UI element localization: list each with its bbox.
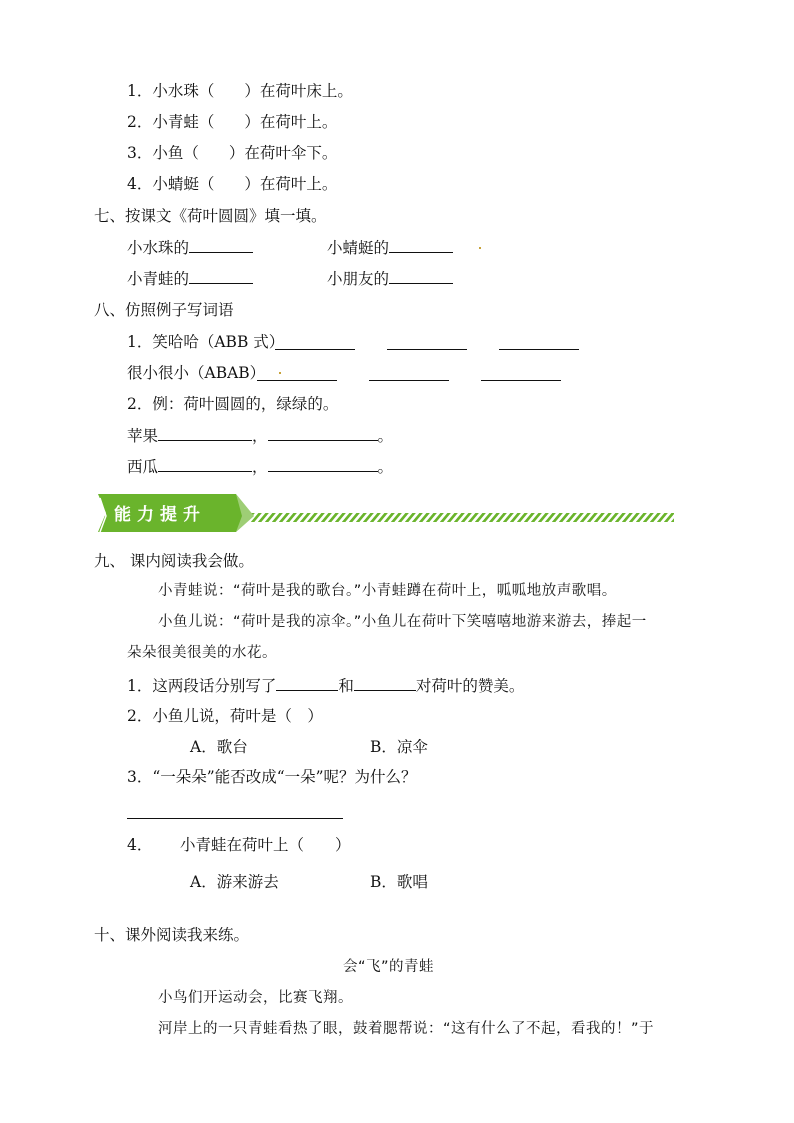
comma: ， xyxy=(252,458,268,476)
story-title: 会“飞”的青蛙 xyxy=(343,959,435,975)
item-number: 4． xyxy=(127,175,153,193)
answer-line[interactable] xyxy=(369,380,449,381)
q6-item-2 xyxy=(127,112,337,132)
answer-blank[interactable] xyxy=(354,676,416,691)
q8-title: 八、仿照例子写词语 xyxy=(94,301,234,319)
answer-line[interactable] xyxy=(499,349,579,350)
q8-line-3: 2．例：荷叶圆圆的，绿绿的。 xyxy=(127,395,339,413)
stray-mark xyxy=(279,372,281,374)
q9-sub-2-option-a[interactable]: A．歌台 xyxy=(190,738,248,756)
q6-item-3 xyxy=(127,143,337,163)
q8-line-1: 1．笑哈哈（ABB 式） xyxy=(127,333,285,351)
answer-line[interactable] xyxy=(481,380,561,381)
q9-passage-1: 小青蛙说：“荷叶是我的歌台。”小青蛙蹲在荷叶上，呱呱地放声歌唱。 xyxy=(158,583,617,599)
q7-cell-2 xyxy=(327,238,453,258)
period: 。 xyxy=(377,427,394,445)
q9-sub-1 xyxy=(127,676,524,696)
q9-sub-4: 小青蛙在荷叶上（ ） xyxy=(180,836,351,854)
q9-passage-2a: 小鱼儿说：“荷叶是我的凉伞。”小鱼儿在荷叶下笑嘻嘻地游来游去，捧起一 xyxy=(158,614,647,630)
cell-label: 小蜻蜓的 xyxy=(327,239,390,257)
striped-rule xyxy=(249,513,674,522)
answer-blank[interactable] xyxy=(276,676,338,691)
sub-text: 对荷叶的赞美。 xyxy=(415,677,525,695)
q7-cell-3 xyxy=(127,269,253,289)
row-label: 西瓜 xyxy=(127,458,159,476)
answer-blank[interactable] xyxy=(268,426,378,441)
q9-sub-2-option-b[interactable]: B．凉伞 xyxy=(370,738,428,756)
cell-label: 小朋友的 xyxy=(327,270,390,288)
q8-row-melon xyxy=(127,457,393,477)
q7-cell-4 xyxy=(327,269,453,289)
q9-sub-4-option-a[interactable]: A．游来游去 xyxy=(190,873,279,891)
q8-row-apple xyxy=(127,426,393,446)
period: 。 xyxy=(377,458,394,476)
q6-item-1 xyxy=(127,81,353,101)
q7-cell-1 xyxy=(127,238,253,258)
q10-title: 十、课外阅读我来练。 xyxy=(94,926,250,944)
answer-blank[interactable] xyxy=(268,457,378,472)
cell-label: 小水珠的 xyxy=(127,239,190,257)
q6-item-4 xyxy=(127,174,337,194)
answer-blank[interactable] xyxy=(158,426,252,441)
answer-blank[interactable] xyxy=(389,269,453,284)
q9-passage-2b: 朵朵很美很美的水花。 xyxy=(127,645,277,661)
q8-line-2: 很小很小（ABAB） xyxy=(127,364,266,382)
answer-line[interactable] xyxy=(275,349,355,350)
story-paragraph-1: 小鸟们开运动会，比赛飞翔。 xyxy=(158,990,353,1006)
cell-label: 小青蛙的 xyxy=(127,270,190,288)
q9-sub-4-number: 4． xyxy=(127,836,153,854)
q7-title: 七、按课文《荷叶圆圆》填一填。 xyxy=(94,207,327,225)
item-text-before: 小青蛙（ xyxy=(152,113,215,131)
q9-sub-2: 2．小鱼儿说，荷叶是（ ） xyxy=(127,707,323,725)
item-number: 2． xyxy=(127,113,153,131)
item-text-before: 小鱼（ xyxy=(152,144,199,162)
answer-blank[interactable] xyxy=(189,238,253,253)
answer-line[interactable] xyxy=(387,349,467,350)
section-banner xyxy=(94,492,684,532)
item-text-before: 小水珠（ xyxy=(152,82,215,100)
item-text-after: ）在荷叶上。 xyxy=(244,175,338,193)
story-paragraph-2: 河岸上的一只青蛙看热了眼，鼓着腮帮说：“这有什么了不起，看我的！”于 xyxy=(158,1021,655,1037)
answer-blank[interactable] xyxy=(158,457,252,472)
answer-line[interactable] xyxy=(257,380,337,381)
q9-title: 九、 课内阅读我会做。 xyxy=(94,552,254,570)
item-text-after: ）在荷叶上。 xyxy=(244,113,338,131)
sub-text: 和 xyxy=(338,677,354,695)
stray-mark xyxy=(479,247,481,249)
item-text-after: ）在荷叶床上。 xyxy=(244,82,353,100)
answer-line[interactable] xyxy=(127,818,343,819)
item-text-before: 小蜻蜓（ xyxy=(152,175,215,193)
item-number: 3． xyxy=(127,144,153,162)
comma: ， xyxy=(252,427,268,445)
sub-text: 1．这两段话分别写了 xyxy=(127,677,277,695)
answer-blank[interactable] xyxy=(389,238,453,253)
row-label: 苹果 xyxy=(127,427,159,445)
q9-sub-3: 3．“一朵朵”能否改成“一朵”呢？为什么？ xyxy=(127,768,417,786)
answer-blank[interactable] xyxy=(189,269,253,284)
item-number: 1． xyxy=(127,82,153,100)
item-text-after: ）在荷叶伞下。 xyxy=(228,144,338,162)
banner-label: 能力提升 xyxy=(114,505,206,525)
q9-sub-4-option-b[interactable]: B．歌唱 xyxy=(370,873,428,891)
